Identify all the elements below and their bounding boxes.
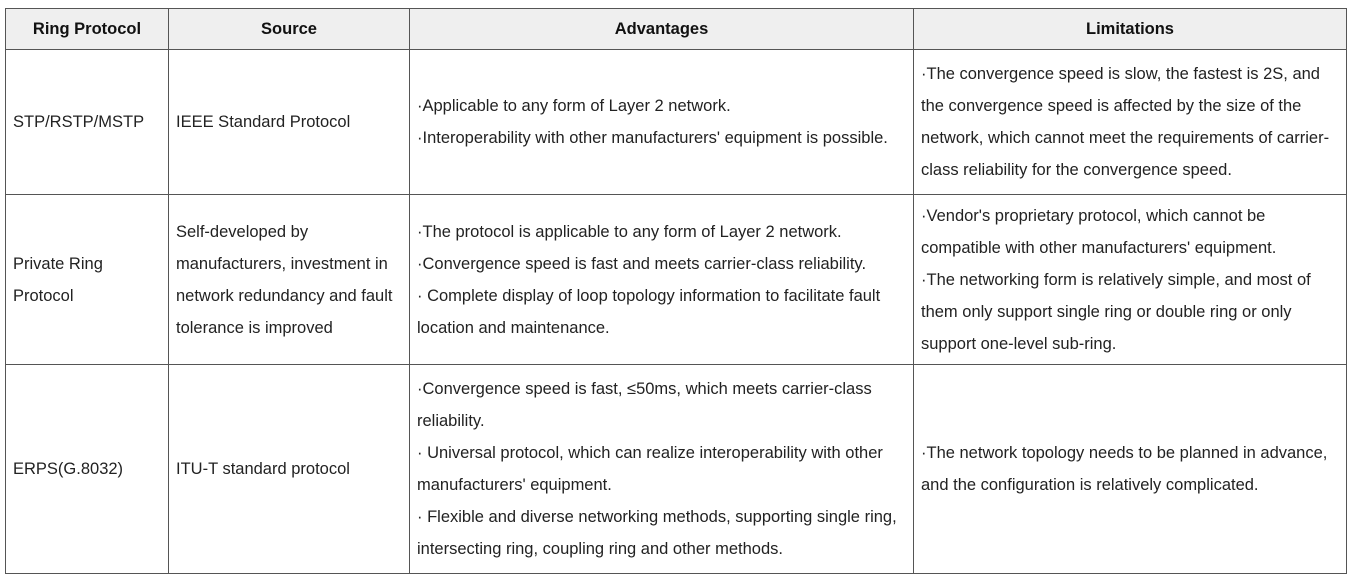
table-row (6, 195, 1347, 365)
advantage-item: · Complete display of loop topology information to facilitate fault location and maintenance. (417, 286, 881, 337)
source-cell: ITU-T standard protocol (169, 365, 410, 574)
limitation-item: ·The network topology needs to be planned in advance, and the configuration is relatively complicated. (921, 444, 1328, 494)
limitation-item: ·The convergence speed is slow, the fastest is 2S, and the convergence speed is affected by the size of the network, which cannot meet the requirements of carrier-class reliability for the convergence speed. (921, 65, 1330, 179)
protocol-cell: ERPS(G.8032) (6, 365, 169, 574)
header-advantages: Advantages (410, 9, 914, 50)
limitation-item: ·The networking form is relatively simple, and most of them only support single ring or double ring or only support one-level sub-ring. (921, 270, 1311, 353)
advantage-item: ·The protocol is applicable to any form of Layer 2 network. (417, 222, 842, 241)
header-source: Source (169, 9, 410, 50)
advantages-cell (410, 365, 914, 574)
source-cell: IEEE Standard Protocol (169, 50, 410, 195)
limitations-cell (914, 365, 1347, 574)
source-cell: Self-developed by manufacturers, investment in network redundancy and fault tolerance is improved (169, 195, 410, 365)
ring-protocol-comparison-table (5, 8, 1347, 574)
advantage-item: ·Applicable to any form of Layer 2 network. (417, 97, 731, 115)
limitations-cell (914, 195, 1347, 365)
header-ring-protocol: Ring Protocol (6, 9, 169, 50)
table-row (6, 365, 1347, 574)
advantages-cell (410, 195, 914, 365)
table-header-row (6, 9, 1347, 50)
protocol-cell: Private Ring Protocol (6, 195, 169, 365)
advantages-cell (410, 50, 914, 195)
advantage-item: · Flexible and diverse networking methods, supporting single ring, intersecting ring, coupling ring and other methods. (417, 508, 897, 558)
advantage-item: ·Interoperability with other manufacturers' equipment is possible. (417, 129, 888, 147)
limitations-cell (914, 50, 1347, 195)
protocol-cell: STP/RSTP/MSTP (6, 50, 169, 195)
limitation-item: ·Vendor's proprietary protocol, which cannot be compatible with other manufacturers' equipment. (921, 206, 1277, 257)
advantage-item: · Universal protocol, which can realize interoperability with other manufacturers' equipment. (417, 444, 883, 494)
advantage-item: ·Convergence speed is fast and meets carrier-class reliability. (417, 254, 867, 273)
advantage-item: ·Convergence speed is fast, ≤50ms, which meets carrier-class reliability. (417, 380, 872, 430)
header-limitations: Limitations (914, 9, 1347, 50)
table-row (6, 50, 1347, 195)
